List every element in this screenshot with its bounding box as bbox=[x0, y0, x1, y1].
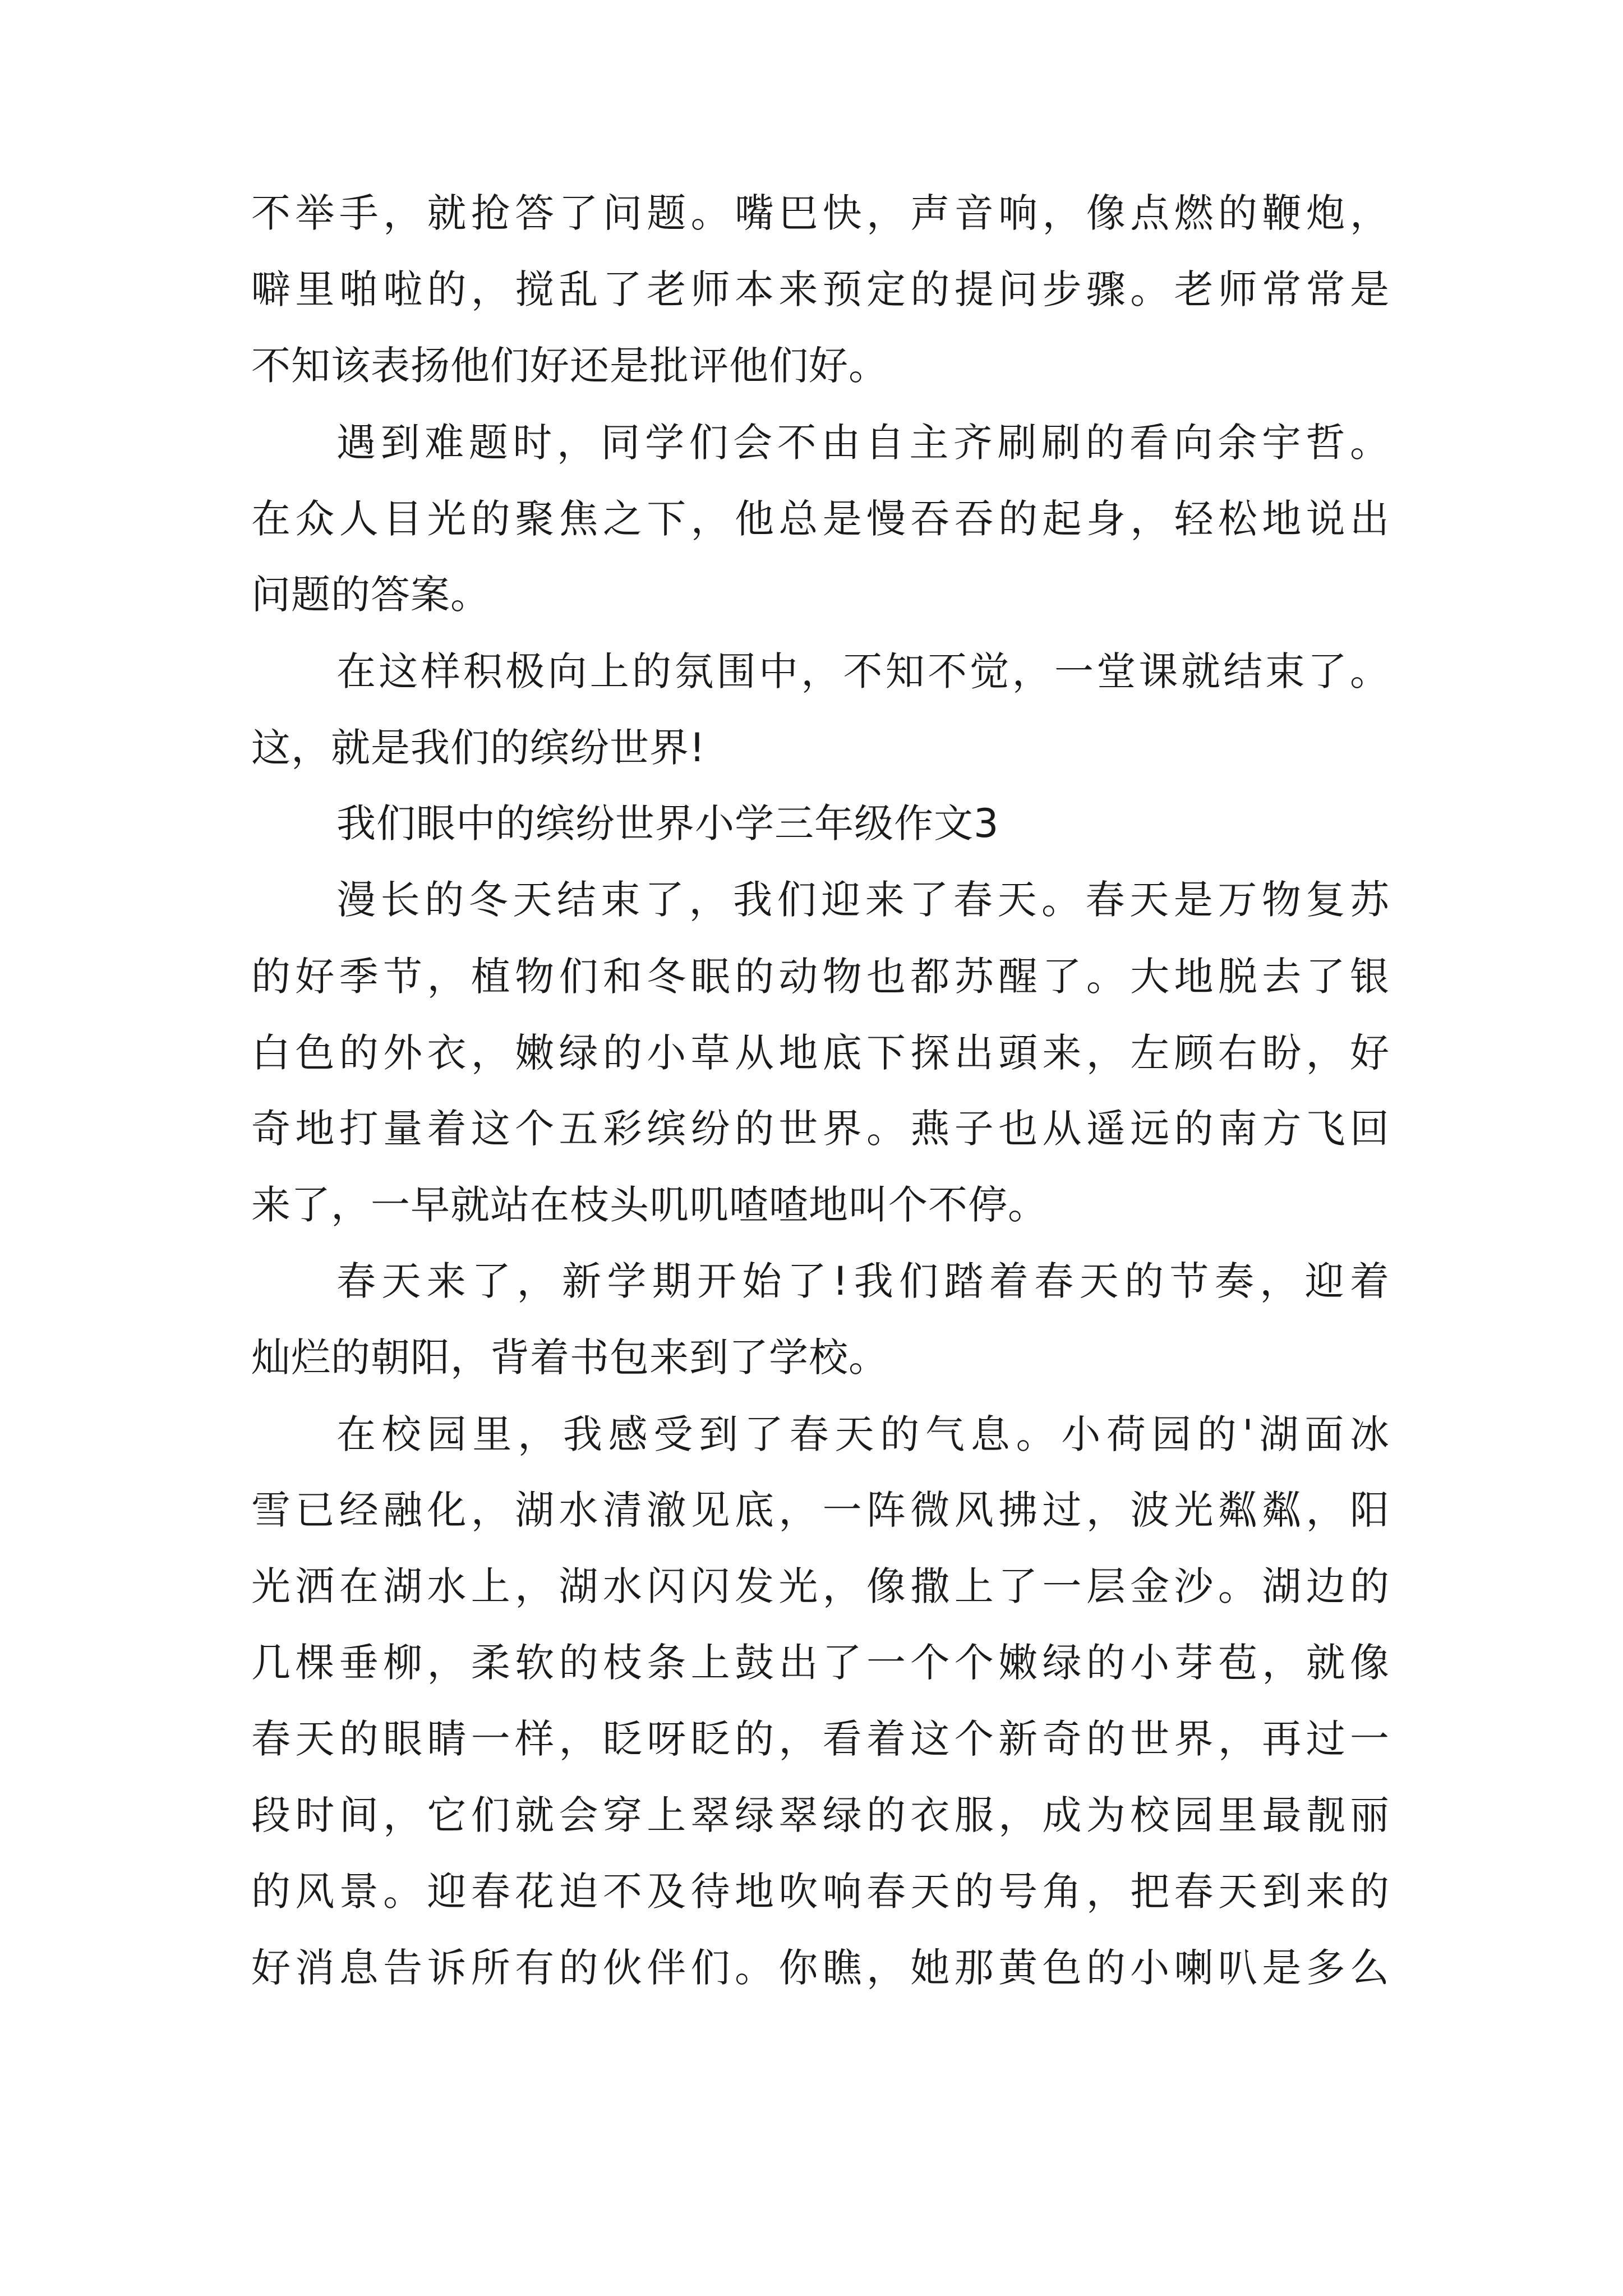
text-line bbox=[0, 412, 1623, 473]
text-line-content: 雪已经融化，湖水清澈见底，一阵微风拂过，波光粼粼，阳 bbox=[251, 1487, 1394, 1533]
text-line-content: 段时间，它们就会穿上翠绿翠绿的衣服，成为校园里最靓丽 bbox=[251, 1792, 1394, 1838]
text-line bbox=[0, 182, 1623, 244]
text-line-content: 问题的答案。 bbox=[251, 572, 490, 618]
text-line bbox=[0, 1937, 1623, 1999]
text-line bbox=[0, 259, 1623, 320]
text-line-content: 在众人目光的聚焦之下，他总是慢吞吞的起身，轻松地说出 bbox=[251, 496, 1394, 542]
text-line-content: 灿烂的朝阳，背着书包来到了学校。 bbox=[251, 1335, 888, 1381]
text-line bbox=[0, 488, 1623, 550]
text-line bbox=[0, 946, 1623, 1007]
text-line bbox=[0, 641, 1623, 702]
text-line bbox=[0, 1098, 1623, 1159]
text-line-content: 春天来了，新学期开始了!我们踏着春天的节奏，迎着 bbox=[336, 1258, 1395, 1304]
text-line-content: 几棵垂柳，柔软的枝条上鼓出了一个个嫩绿的小芽苞，就像 bbox=[251, 1640, 1394, 1686]
text-line-content: 在这样积极向上的氛围中，不知不觉，一堂课就结束了。 bbox=[336, 648, 1393, 694]
text-line bbox=[0, 793, 1623, 854]
text-line-content: 奇地打量着这个五彩缤纷的世界。燕子也从遥远的南方飞回 bbox=[251, 1106, 1394, 1152]
text-line-content: 不举手，就抢答了问题。嘴巴快，声音响，像点燃的鞭炮， bbox=[251, 190, 1394, 236]
text-line bbox=[0, 1327, 1623, 1388]
text-line-content: 光洒在湖水上，湖水闪闪发光，像撒上了一层金沙。湖边的 bbox=[251, 1563, 1394, 1609]
text-line-content: 不知该表扬他们好还是批评他们好。 bbox=[251, 343, 888, 389]
text-line-content: 白色的外衣，嫩绿的小草从地底下探出頭来，左顾右盼，好 bbox=[251, 1030, 1394, 1076]
text-line-content: 遇到难题时，同学们会不由自主齐刷刷的看向余宇哲。 bbox=[336, 420, 1394, 466]
text-line bbox=[0, 1556, 1623, 1617]
text-line bbox=[0, 869, 1623, 931]
text-line bbox=[0, 1861, 1623, 1922]
text-line-content: 这，就是我们的缤纷世界! bbox=[251, 725, 706, 771]
text-line bbox=[0, 564, 1623, 625]
text-line-content: 好消息告诉所有的伙伴们。你瞧，她那黄色的小喇叭是多么 bbox=[251, 1945, 1394, 1991]
text-line-content: 来了，一早就站在枝头叽叽喳喳地叫个不停。 bbox=[251, 1182, 1048, 1228]
text-line bbox=[0, 1632, 1623, 1694]
text-line bbox=[0, 1022, 1623, 1084]
text-line bbox=[0, 717, 1623, 779]
text-line bbox=[0, 1479, 1623, 1541]
text-line-content: 漫长的冬天结束了，我们迎来了春天。春天是万物复苏 bbox=[336, 877, 1394, 923]
text-line-content: 的风景。迎春花迫不及待地吹响春天的号角，把春天到来的 bbox=[251, 1869, 1394, 1915]
text-line bbox=[0, 335, 1623, 397]
text-line-content: 噼里啪啦的，搅乱了老师本来预定的提问步骤。老师常常是 bbox=[251, 266, 1394, 312]
text-line bbox=[0, 1404, 1623, 1465]
text-line bbox=[0, 1708, 1623, 1770]
text-line bbox=[0, 1250, 1623, 1312]
text-line-content: 春天的眼睛一样，眨呀眨的，看着这个新奇的世界，再过一 bbox=[251, 1716, 1394, 1762]
text-line-content: 在校园里，我感受到了春天的气息。小荷园的'湖面冰 bbox=[336, 1411, 1395, 1457]
text-line-content: 的好季节，植物们和冬眠的动物也都苏醒了。大地脱去了银 bbox=[251, 954, 1394, 1000]
text-line bbox=[0, 1784, 1623, 1846]
text-line-content: 我们眼中的缤纷世界小学三年级作文3 bbox=[336, 800, 999, 846]
text-line bbox=[0, 1174, 1623, 1236]
